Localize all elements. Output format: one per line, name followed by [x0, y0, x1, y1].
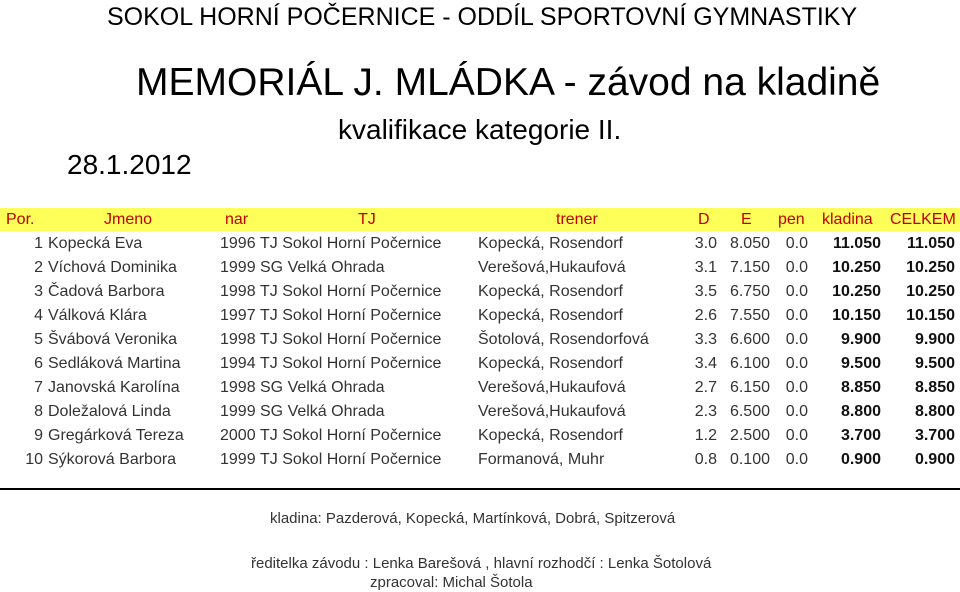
cell-e: 8.050 — [729, 235, 770, 252]
cell-pen: 0.0 — [785, 379, 808, 396]
cell-d: 3.5 — [694, 283, 717, 300]
col-header-kladina: kladina — [822, 211, 873, 228]
footer-compiled: zpracoval: Michal Šotola — [370, 574, 533, 591]
cell-trener: Kopecká, Rosendorf — [478, 235, 623, 252]
cell-pen: 0.0 — [785, 331, 808, 348]
cell-jmeno: Víchová Dominika — [48, 259, 177, 276]
table-row — [0, 328, 960, 352]
col-header-celkem: CELKEM — [890, 211, 956, 228]
cell-celkem: 3.700 — [914, 427, 955, 444]
cell-celkem: 8.800 — [914, 403, 955, 420]
cell-trener: Formanová, Muhr — [478, 451, 605, 468]
cell-por: 9 — [34, 427, 43, 444]
col-header-pen: pen — [778, 211, 805, 228]
cell-pen: 0.0 — [785, 259, 808, 276]
cell-celkem: 0.900 — [914, 451, 955, 468]
cell-trener: Kopecká, Rosendorf — [478, 307, 623, 324]
cell-d: 0.8 — [694, 451, 717, 468]
cell-nar: 1998 — [220, 331, 256, 348]
cell-por: 4 — [34, 307, 43, 324]
cell-jmeno: Sedláková Martina — [48, 355, 181, 372]
cell-trener: Kopecká, Rosendorf — [478, 427, 623, 444]
cell-jmeno: Gregárková Tereza — [48, 427, 184, 444]
cell-jmeno: Doležalová Linda — [48, 403, 171, 420]
cell-jmeno: Sýkorová Barbora — [48, 451, 177, 468]
cell-d: 2.7 — [694, 379, 717, 396]
cell-nar: 1999 — [220, 451, 256, 468]
cell-por: 8 — [34, 403, 43, 420]
cell-kladina: 3.700 — [840, 427, 881, 444]
cell-nar: 1998 — [220, 283, 256, 300]
divider-line — [0, 488, 960, 490]
cell-celkem: 10.250 — [906, 283, 955, 300]
category-subtitle: kvalifikace kategorie II. — [338, 114, 622, 145]
cell-nar: 2000 — [220, 427, 256, 444]
cell-d: 3.0 — [694, 235, 717, 252]
cell-kladina: 0.900 — [840, 451, 881, 468]
table-row — [0, 352, 960, 376]
col-header-e: E — [741, 211, 752, 228]
cell-tj: TJ Sokol Horní Počernice — [260, 331, 442, 348]
cell-tj: TJ Sokol Horní Počernice — [260, 307, 442, 324]
cell-e: 2.500 — [729, 427, 770, 444]
col-header-tj: TJ — [358, 211, 376, 228]
cell-e: 6.500 — [729, 403, 770, 420]
cell-e: 6.100 — [729, 355, 770, 372]
cell-jmeno: Janovská Karolína — [48, 379, 180, 396]
footer-director: ředitelka závodu : Lenka Barešová , hlavní rozhodčí : Lenka Šotolová — [251, 555, 712, 572]
cell-por: 3 — [34, 283, 43, 300]
cell-celkem: 8.850 — [914, 379, 955, 396]
cell-e: 6.150 — [729, 379, 770, 396]
cell-trener: Kopecká, Rosendorf — [478, 283, 623, 300]
col-header-nar: nar — [225, 211, 249, 228]
cell-por: 10 — [25, 451, 43, 468]
cell-trener: Verešová,Hukaufová — [478, 403, 626, 420]
cell-jmeno: Čadová Barbora — [48, 283, 165, 300]
cell-jmeno: Válková Klára — [48, 307, 147, 324]
table-row — [0, 424, 960, 448]
event-date: 28.1.2012 — [67, 149, 192, 180]
table-row — [0, 280, 960, 304]
cell-nar: 1994 — [220, 355, 256, 372]
cell-kladina: 8.850 — [840, 379, 881, 396]
cell-pen: 0.0 — [785, 355, 808, 372]
event-title: MEMORIÁL J. MLÁDKA - závod na kladině — [136, 61, 881, 104]
col-header-por: Por. — [6, 211, 35, 228]
cell-d: 2.6 — [694, 307, 717, 324]
table-row — [0, 304, 960, 328]
cell-por: 1 — [34, 235, 43, 252]
cell-por: 2 — [34, 259, 43, 276]
cell-celkem: 9.900 — [914, 331, 955, 348]
cell-nar: 1997 — [220, 307, 256, 324]
cell-e: 6.600 — [729, 331, 770, 348]
footer-judges: kladina: Pazderová, Kopecká, Martínková, Dobrá, Spitzerová — [270, 510, 676, 527]
cell-trener: Šotolová, Rosendorfová — [478, 331, 649, 348]
cell-tj: SG Velká Ohrada — [260, 259, 385, 276]
cell-e: 6.750 — [729, 283, 770, 300]
cell-e: 7.550 — [729, 307, 770, 324]
cell-trener: Verešová,Hukaufová — [478, 259, 626, 276]
col-header-jmeno: Jmeno — [104, 211, 153, 228]
cell-nar: 1998 — [220, 379, 256, 396]
cell-tj: SG Velká Ohrada — [260, 379, 385, 396]
cell-celkem: 10.250 — [906, 259, 955, 276]
table-row — [0, 256, 960, 280]
col-header-d: D — [698, 211, 710, 228]
cell-d: 3.1 — [694, 259, 717, 276]
cell-nar: 1999 — [220, 403, 256, 420]
cell-trener: Verešová,Hukaufová — [478, 379, 626, 396]
cell-celkem: 9.500 — [914, 355, 955, 372]
cell-trener: Kopecká, Rosendorf — [478, 355, 623, 372]
cell-pen: 0.0 — [785, 403, 808, 420]
cell-e: 7.150 — [729, 259, 770, 276]
cell-tj: TJ Sokol Horní Počernice — [260, 235, 442, 252]
cell-tj: TJ Sokol Horní Počernice — [260, 451, 442, 468]
cell-pen: 0.0 — [785, 283, 808, 300]
cell-tj: TJ Sokol Horní Počernice — [260, 355, 442, 372]
cell-d: 1.2 — [694, 427, 717, 444]
cell-pen: 0.0 — [785, 427, 808, 444]
cell-d: 2.3 — [694, 403, 717, 420]
table-row — [0, 376, 960, 400]
cell-nar: 1996 — [220, 235, 256, 252]
cell-d: 3.4 — [694, 355, 717, 372]
cell-pen: 0.0 — [785, 451, 808, 468]
cell-pen: 0.0 — [785, 307, 808, 324]
table-row — [0, 400, 960, 424]
cell-e: 0.100 — [729, 451, 770, 468]
cell-kladina: 11.050 — [832, 235, 881, 252]
col-header-trener: trener — [556, 211, 598, 228]
cell-jmeno: Švábová Veronika — [48, 331, 177, 348]
cell-por: 5 — [34, 331, 43, 348]
cell-pen: 0.0 — [785, 235, 808, 252]
cell-kladina: 10.150 — [832, 307, 881, 324]
cell-nar: 1999 — [220, 259, 256, 276]
table-row — [0, 232, 960, 256]
cell-celkem: 10.150 — [906, 307, 955, 324]
cell-por: 6 — [34, 355, 43, 372]
table-row — [0, 448, 960, 472]
cell-tj: SG Velká Ohrada — [260, 403, 385, 420]
cell-kladina: 9.500 — [840, 355, 881, 372]
cell-kladina: 9.900 — [840, 331, 881, 348]
cell-tj: TJ Sokol Horní Počernice — [260, 427, 442, 444]
cell-jmeno: Kopecká Eva — [48, 235, 143, 252]
cell-kladina: 10.250 — [832, 283, 881, 300]
table-header-row — [0, 208, 960, 231]
cell-kladina: 10.250 — [832, 259, 881, 276]
cell-por: 7 — [34, 379, 43, 396]
cell-celkem: 11.050 — [906, 235, 955, 252]
cell-d: 3.3 — [694, 331, 717, 348]
cell-kladina: 8.800 — [840, 403, 881, 420]
club-title: SOKOL HORNÍ POČERNICE - ODDÍL SPORTOVNÍ GYMNASTIKY — [107, 3, 858, 31]
cell-tj: TJ Sokol Horní Počernice — [260, 283, 442, 300]
